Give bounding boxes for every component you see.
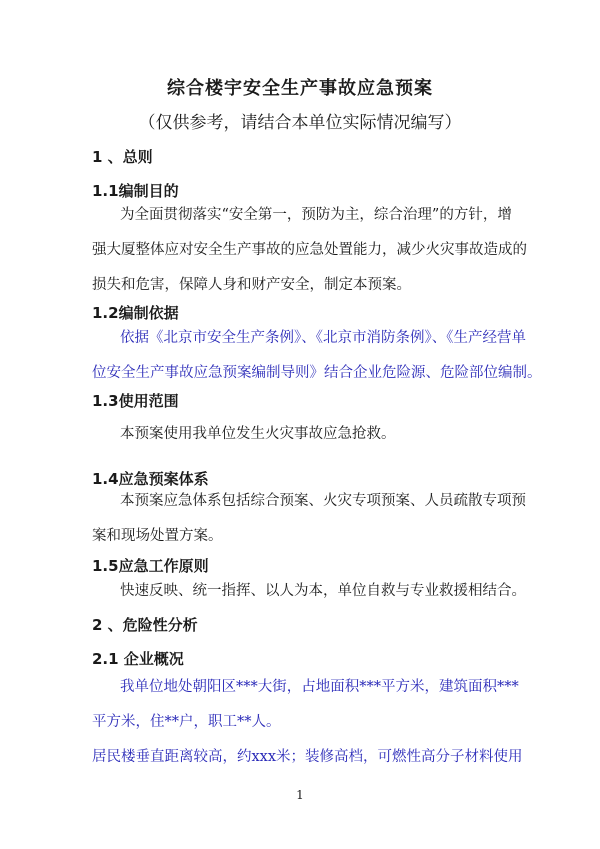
paragraph-line: 损失和危害，保障人身和财产安全，制定本预案。 [92, 277, 411, 293]
paragraph-line: 平方米，住**户，职工**人。 [92, 714, 281, 730]
paragraph-line: 快速反映、统一指挥、以人为本，单位自救与专业救援相结合。 [120, 583, 526, 599]
section-heading-basis: 1.2编制依据 [92, 304, 179, 322]
section-heading-purpose: 1.1编制目的 [92, 182, 179, 200]
paragraph-line: 本预案应急体系包括综合预案、火灾专项预案、人员疏散专项预 [120, 493, 526, 509]
paragraph-basis [92, 321, 542, 391]
paragraph-line: 强大厦整体应对安全生产事故的应急处置能力，减少火灾事故造成的 [92, 242, 527, 258]
paragraph-line: 依据《北京市安全生产条例》、《北京市消防条例》、《生产经营单 [120, 330, 526, 346]
paragraph-purpose [92, 198, 527, 303]
section-heading-scope: 1.3使用范围 [92, 392, 179, 410]
paragraph-line: 我单位地处朝阳区***大街，占地面积***平方米，建筑面积*** [120, 679, 519, 695]
paragraph-system [92, 484, 526, 554]
paragraph-scope [92, 417, 512, 452]
paragraph-line: 本预案使用我单位发生火灾事故应急抢救。 [120, 426, 396, 442]
paragraph-line: 居民楼垂直距离较高，约xxx米；装修高档，可燃性高分子材料使用 [92, 749, 523, 765]
paragraph-line: 案和现场处置方案。 [92, 528, 223, 544]
section-heading-overview: 2.1 企业概况 [92, 650, 184, 668]
section-heading-risk: 2 、危险性分析 [92, 616, 198, 634]
paragraph-line: 为全面贯彻落实“安全第一，预防为主，综合治理”的方针，增 [120, 207, 512, 223]
document-subtitle: （仅供参考，请结合本单位实际情况编写） [138, 113, 462, 133]
paragraph-principles [92, 574, 526, 609]
section-heading-principles: 1.5应急工作原则 [92, 557, 209, 575]
document-title: 综合楼宇安全生产事故应急预案 [167, 78, 433, 99]
section-heading-general: 1 、总则 [92, 148, 153, 166]
paragraph-line: 位安全生产事故应急预案编制导则》结合企业危险源、危险部位编制。 [92, 365, 542, 381]
page-number: 1 [296, 788, 304, 802]
section-heading-system: 1.4应急预案体系 [92, 470, 209, 488]
paragraph-overview [92, 670, 523, 775]
